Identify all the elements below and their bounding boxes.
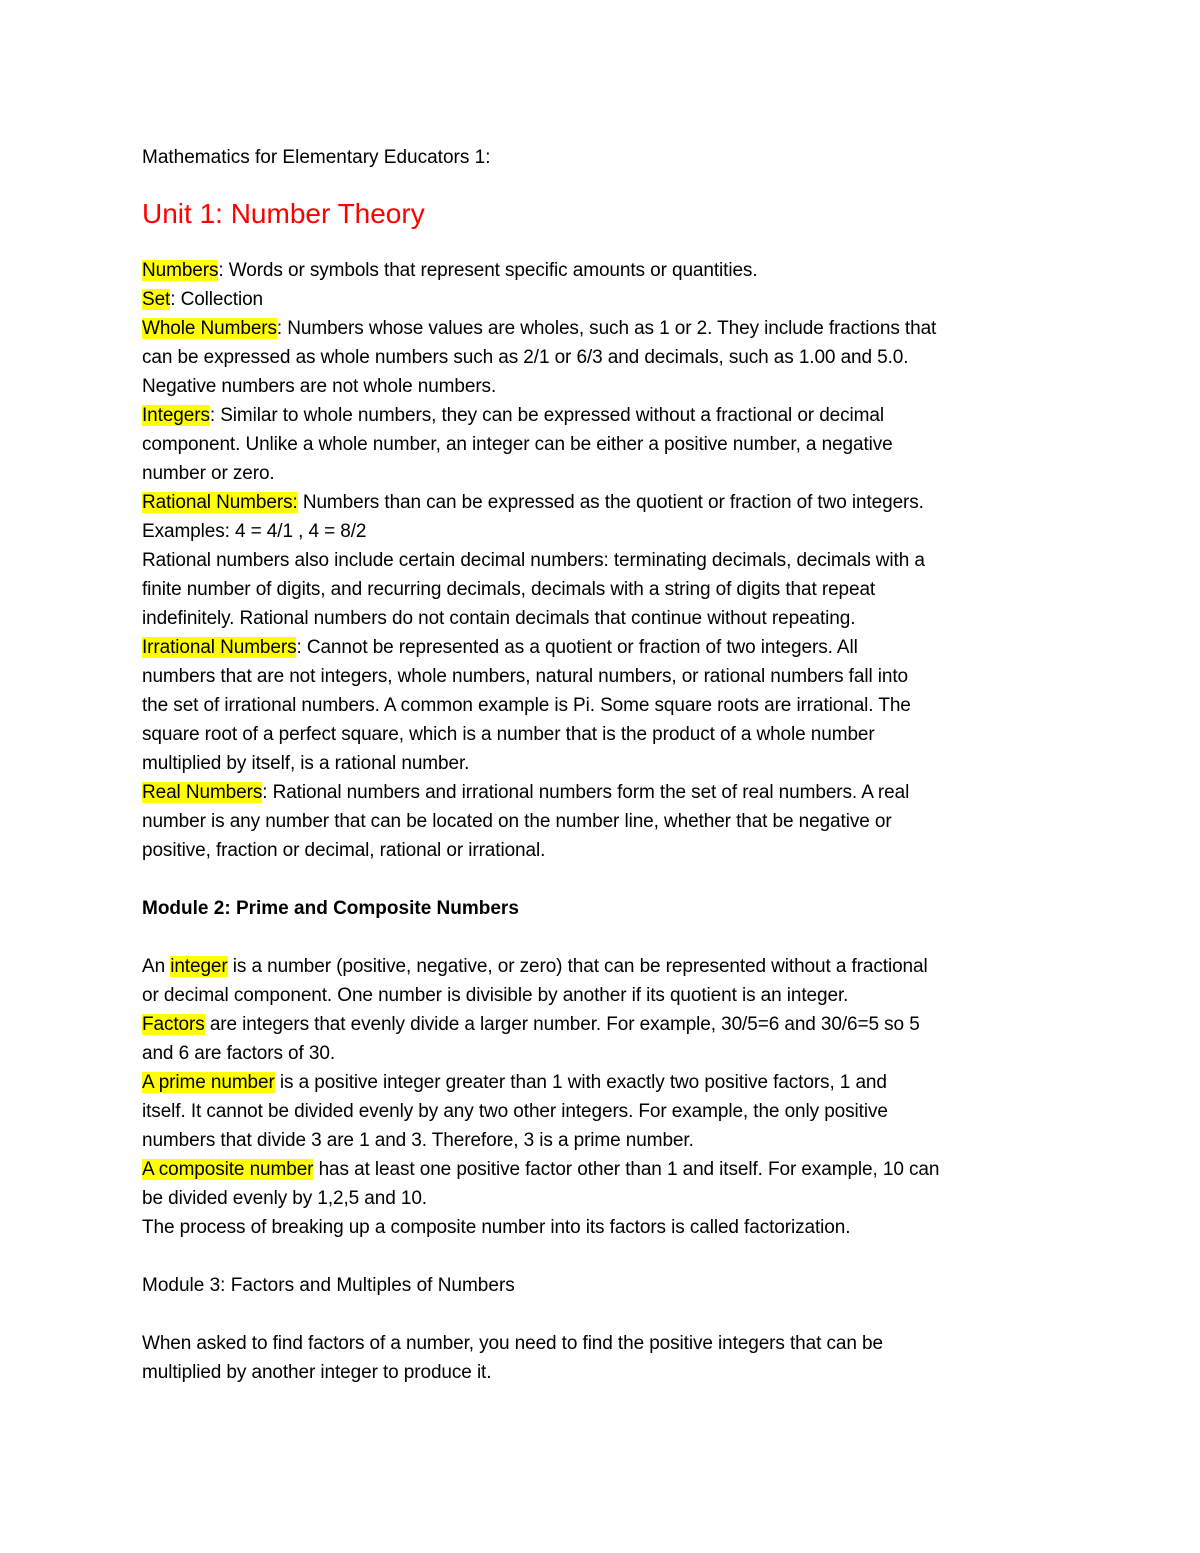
paragraph-text-line: be divided evenly by 1,2,5 and 10.: [142, 1188, 427, 1209]
unit1-definitions: [142, 256, 1062, 865]
definition-text: : Cannot be represented as a quotient or fraction of two integers. All: [296, 637, 858, 658]
paragraph-text: An: [142, 956, 171, 977]
definition-text-line: can be expressed as whole numbers such as 2/1 or 6/3 and decimals, such as 1.00 and 5.0.: [142, 347, 909, 368]
definition-text-line: the set of irrational numbers. A common example is Pi. Some square roots are irrational. The: [142, 695, 911, 716]
paragraph-text-line: multiplied by another integer to produce it.: [142, 1362, 492, 1383]
definition-text-line: finite number of digits, and recurring decimals, decimals with a string of digits that repeat: [142, 579, 876, 600]
definition-real-numbers: [142, 778, 1062, 807]
definition-text-line: number or zero.: [142, 463, 275, 484]
paragraph-text-line: or decimal component. One number is divisible by another if its quotient is an integer.: [142, 985, 849, 1006]
term-rational-numbers: Rational Numbers:: [142, 492, 298, 513]
document-page: [142, 143, 1062, 1387]
definition-text-line: Negative numbers are not whole numbers.: [142, 376, 497, 397]
definition-text: : Similar to whole numbers, they can be expressed without a fractional or decimal: [209, 405, 884, 426]
paragraph-text: has at least one positive factor other than 1 and itself. For example, 10 can: [313, 1159, 940, 1180]
term-set: Set: [142, 289, 171, 310]
definition-text-line: component. Unlike a whole number, an integer can be either a positive number, a negative: [142, 434, 893, 455]
definition-text-line: number is any number that can be located on the number line, whether that be negative or: [142, 811, 892, 832]
paragraph-composite: [142, 1155, 1062, 1184]
definition-text-line: Rational numbers also include certain decimal numbers: terminating decimals, decimals with a: [142, 550, 925, 571]
module2-body: [142, 952, 1062, 1242]
definition-text-line: numbers that are not integers, whole numbers, natural numbers, or rational numbers fall into: [142, 666, 908, 687]
definition-irrational-numbers: [142, 633, 1062, 662]
paragraph-factorization: The process of breaking up a composite number into its factors is called factorization.: [142, 1217, 851, 1238]
paragraph-text-line: itself. It cannot be divided evenly by any two other integers. For example, the only positive: [142, 1101, 888, 1122]
term-composite-number: A composite number: [142, 1159, 314, 1180]
definition-text-line: positive, fraction or decimal, rational or irrational.: [142, 840, 546, 861]
term-integer: integer: [170, 956, 228, 977]
module2-heading: Module 2: Prime and Composite Numbers: [142, 898, 519, 919]
definition-text: Numbers than can be expressed as the quotient or fraction of two integers.: [297, 492, 924, 513]
definition-numbers: [142, 256, 1062, 285]
term-irrational-numbers: Irrational Numbers: [142, 637, 297, 658]
term-numbers: Numbers: [142, 260, 219, 281]
term-prime-number: A prime number: [142, 1072, 275, 1093]
term-factors: Factors: [142, 1014, 205, 1035]
paragraph-text-line: When asked to find factors of a number, you need to find the positive integers that can be: [142, 1333, 883, 1354]
definition-rational-numbers: [142, 488, 1062, 517]
term-whole-numbers: Whole Numbers: [142, 318, 277, 339]
definition-text-line: multiplied by itself, is a rational number.: [142, 753, 470, 774]
definition-whole-numbers: [142, 314, 1062, 343]
definition-text: : Numbers whose values are wholes, such as 1 or 2. They include fractions that: [276, 318, 937, 339]
paragraph-text: are integers that evenly divide a larger number. For example, 30/5=6 and 30/6=5 so 5: [204, 1014, 920, 1035]
paragraph-text-line: numbers that divide 3 are 1 and 3. Therefore, 3 is a prime number.: [142, 1130, 694, 1151]
definition-set: [142, 285, 1062, 314]
definition-text-line: Examples: 4 = 4/1 , 4 = 8/2: [142, 521, 367, 542]
paragraph-integer: [142, 952, 1062, 981]
module3-body: [142, 1329, 1062, 1387]
unit-title: Unit 1: Number Theory: [142, 198, 425, 229]
definition-text: : Words or symbols that represent specific amounts or quantities.: [218, 260, 758, 281]
paragraph-text: is a number (positive, negative, or zero) that can be represented without a fractional: [227, 956, 928, 977]
document-title: Mathematics for Elementary Educators 1:: [142, 147, 491, 168]
paragraph-factors: [142, 1010, 1062, 1039]
paragraph-prime: [142, 1068, 1062, 1097]
definition-text: : Collection: [170, 289, 264, 310]
paragraph-text-line: and 6 are factors of 30.: [142, 1043, 335, 1064]
term-integers: Integers: [142, 405, 210, 426]
definition-text-line: indefinitely. Rational numbers do not contain decimals that continue without repeating.: [142, 608, 856, 629]
definition-text: : Rational numbers and irrational numbers form the set of real numbers. A real: [262, 782, 910, 803]
definition-integers: [142, 401, 1062, 430]
term-real-numbers: Real Numbers: [142, 782, 263, 803]
module3-heading: Module 3: Factors and Multiples of Numbers: [142, 1275, 515, 1296]
definition-text-line: square root of a perfect square, which is a number that is the product of a whole number: [142, 724, 875, 745]
paragraph-text: is a positive integer greater than 1 with exactly two positive factors, 1 and: [274, 1072, 887, 1093]
